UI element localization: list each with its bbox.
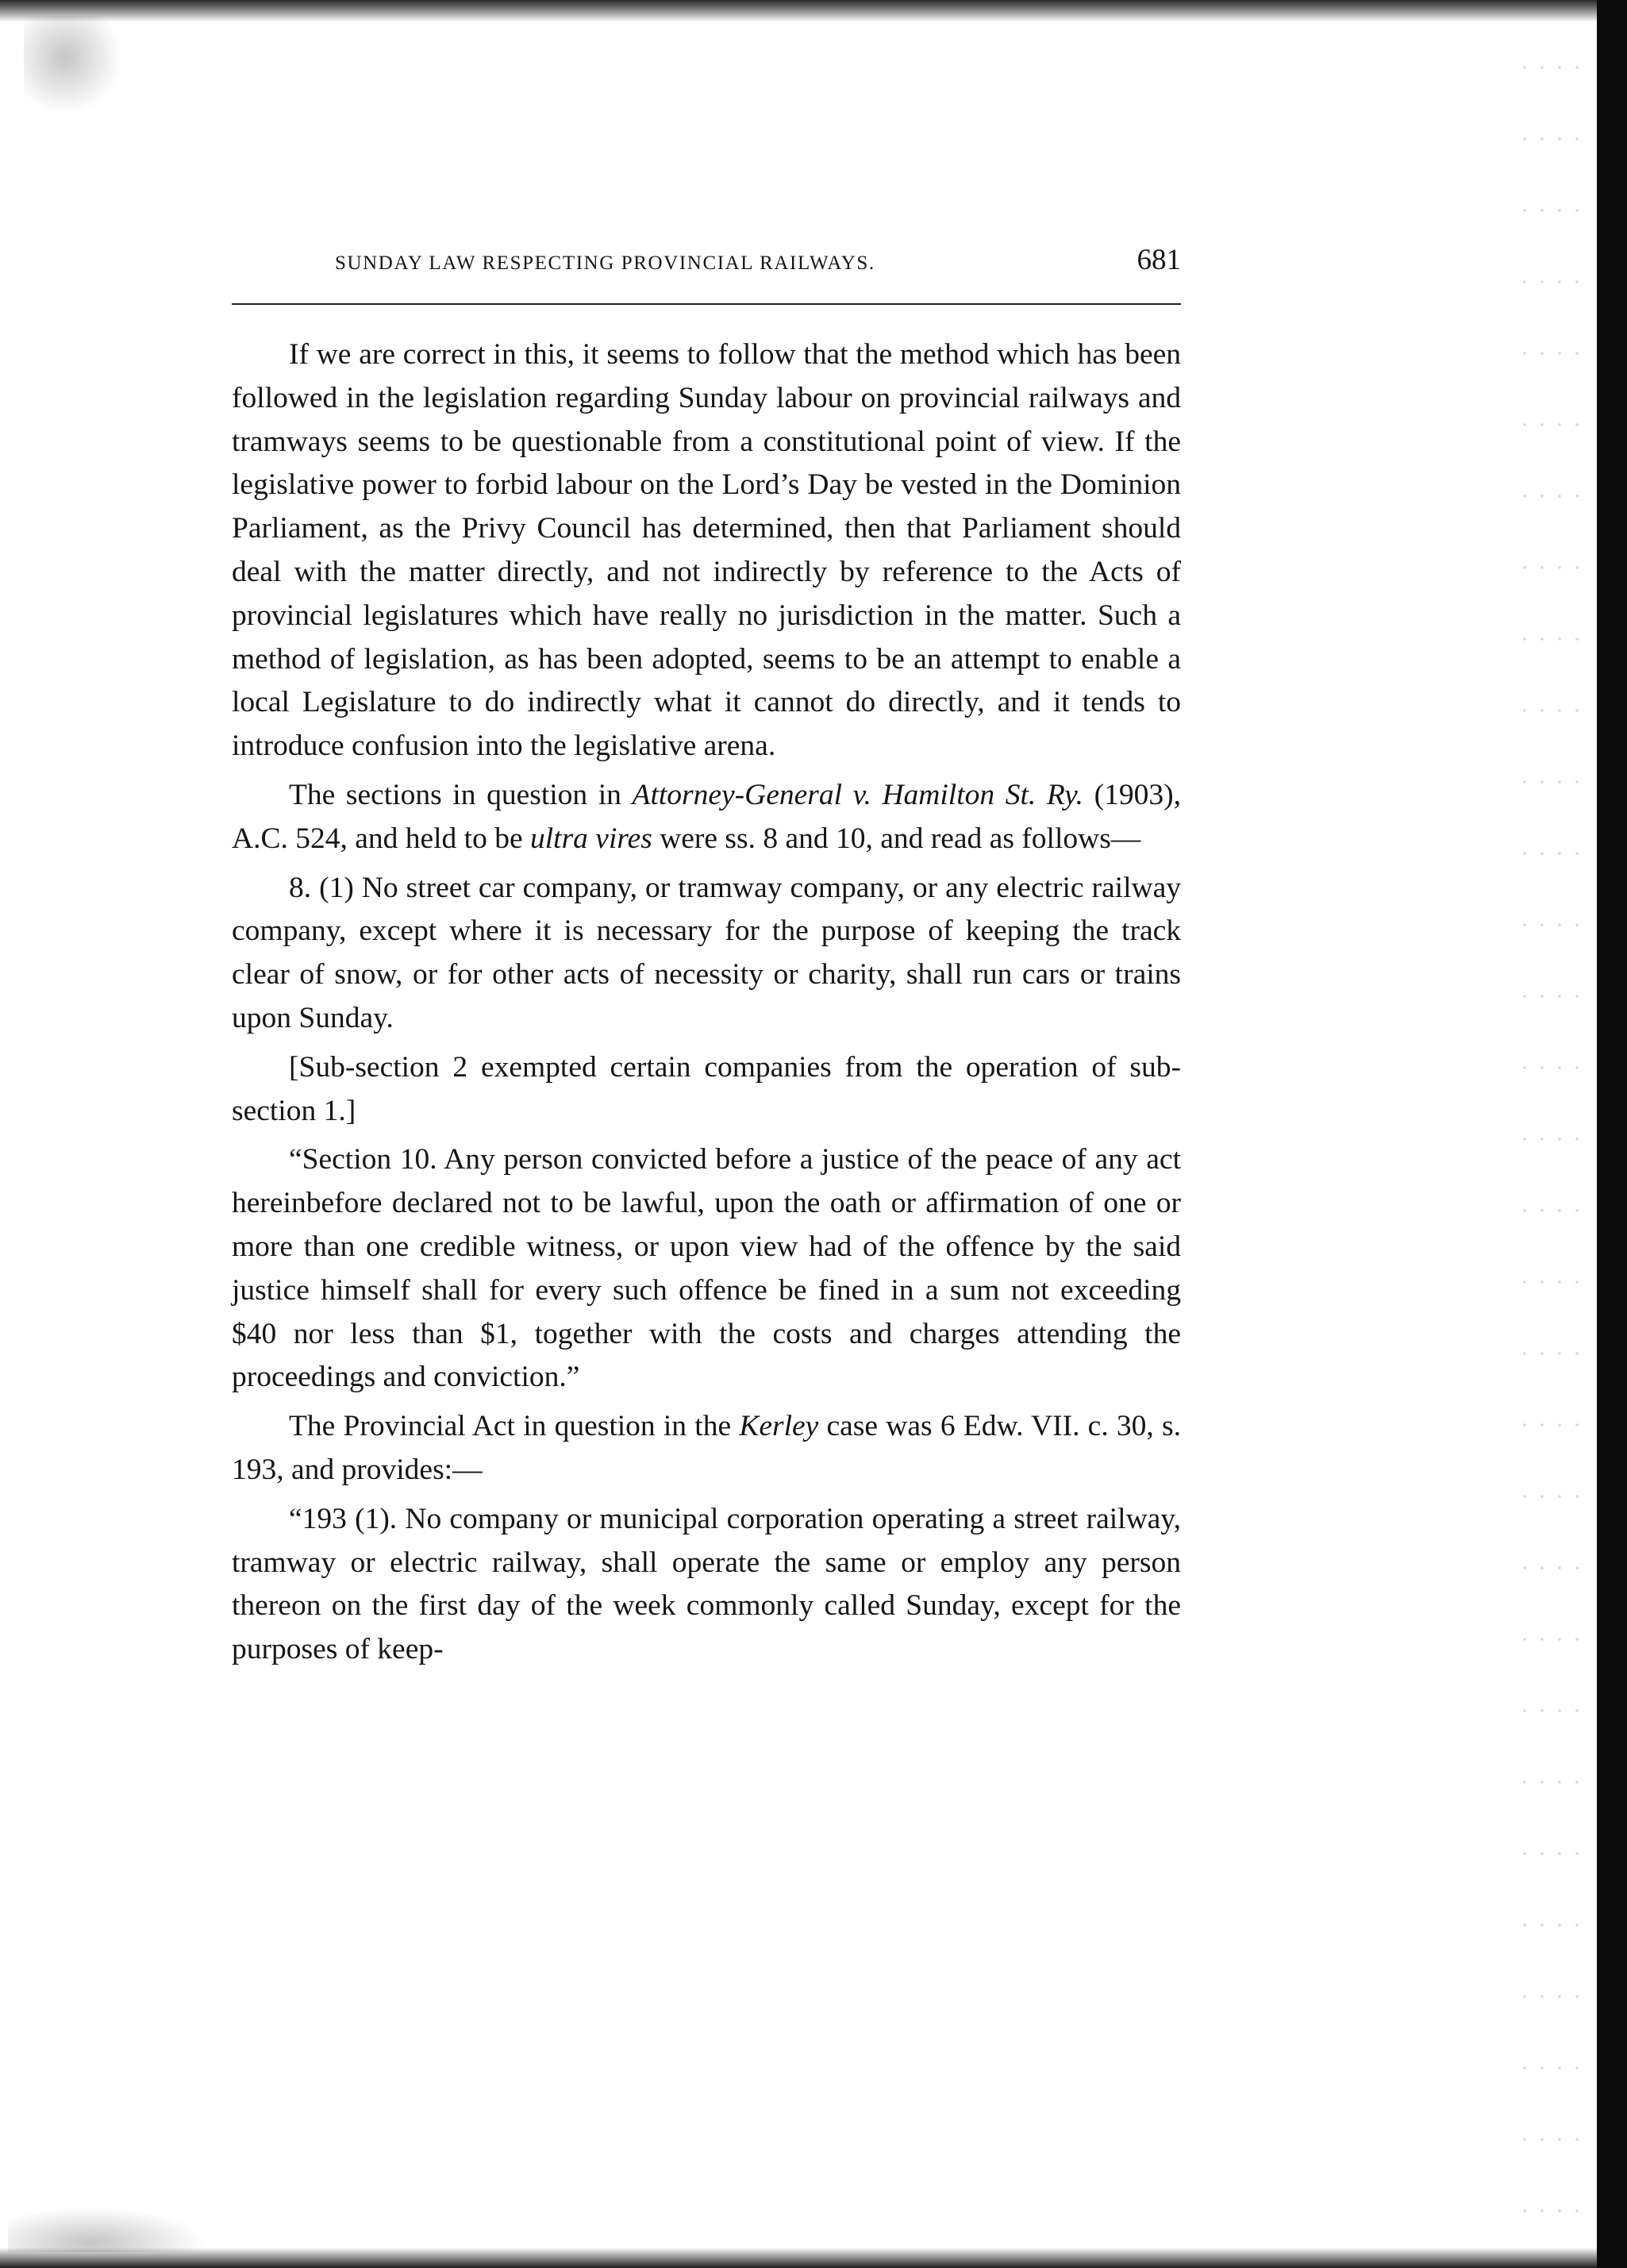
latin-term: ultra vires bbox=[530, 822, 652, 855]
scan-speckle-bottom-left bbox=[8, 2204, 214, 2252]
case-name-kerley: Kerley bbox=[739, 1410, 819, 1443]
scan-speckle-top-left bbox=[24, 16, 127, 119]
scan-margin-noise bbox=[1516, 32, 1579, 2239]
scan-bottom-edge bbox=[0, 2247, 1597, 2268]
paragraph-section-10: “Section 10. Any person convicted before a justice of the peace of any act hereinbefore declared not to be lawful, upon the oath or affirmation of one or more than one credible witness, or upon view had of the offence by the said justice himself shall for every such offence be fined in a sum not exceeding $40 nor less than $1, together with the costs and charges attending the proceedings and conviction.” bbox=[232, 1143, 1181, 1394]
paragraph-text: case was 6 Edw. VII. c. 30, s. 193, and provides:— bbox=[232, 1410, 1181, 1486]
paragraph-text: were ss. 8 and 10, and read as follows— bbox=[652, 822, 1141, 855]
book-page bbox=[232, 238, 1181, 1677]
page-number: 681 bbox=[1137, 244, 1181, 276]
case-name-hamilton: Attorney-General v. Hamilton St. Ry. bbox=[632, 778, 1084, 811]
paragraph-hamilton-sections bbox=[232, 774, 1181, 861]
scan-top-edge bbox=[0, 0, 1597, 22]
header-rule bbox=[232, 303, 1181, 305]
running-title: SUNDAY LAW RESPECTING PROVINCIAL RAILWAYS. bbox=[335, 252, 875, 274]
paragraph-subsection-2-note: [Sub-section 2 exempted certain companies from the operation of sub-section 1.] bbox=[232, 1050, 1181, 1127]
paragraph-kerley-act bbox=[232, 1405, 1181, 1492]
paragraph-text: The Provincial Act in question in the bbox=[289, 1410, 740, 1443]
body-text bbox=[232, 333, 1181, 1672]
paragraph-constitutional-argument: If we are correct in this, it seems to follow that the method which has been followed in the legislation regarding Sunday labour on provincial railways and tramways seems to be questionable from a constitutional point of view. If the legislative power to forbid labour on the Lord’s Day be vested in the Dominion Parliament, as the Privy Council has determined, then that Parliament should deal with the matter directly, and not indirectly by reference to the Acts of provincial legislatures which have really no jurisdiction in the matter. Such a method of legislation, as has been adopted, seems to be an attempt to enable a local Legislature to do indirectly what it cannot do directly, and it tends to introduce confusion into the legislative arena. bbox=[232, 338, 1181, 763]
paragraph-section-8: 8. (1) No street car company, or tramway company, or any electric railway company, except where it is necessary for the purpose of keeping the track clear of snow, or for other acts of necessity or charity, shall run cars or trains upon Sunday. bbox=[232, 871, 1181, 1034]
scan-right-edge bbox=[1597, 0, 1627, 2268]
running-head bbox=[232, 238, 1181, 300]
paragraph-text: (1903), A.C. 524, and held to be bbox=[232, 778, 1182, 855]
paragraph-text: The sections in question in bbox=[289, 778, 633, 811]
paragraph-section-193: “193 (1). No company or municipal corporation operating a street railway, tramway or electric railway, shall operate the same or employ any person thereon on the first day of the week commonly called Sunday, except for the purposes of keep- bbox=[232, 1502, 1181, 1666]
